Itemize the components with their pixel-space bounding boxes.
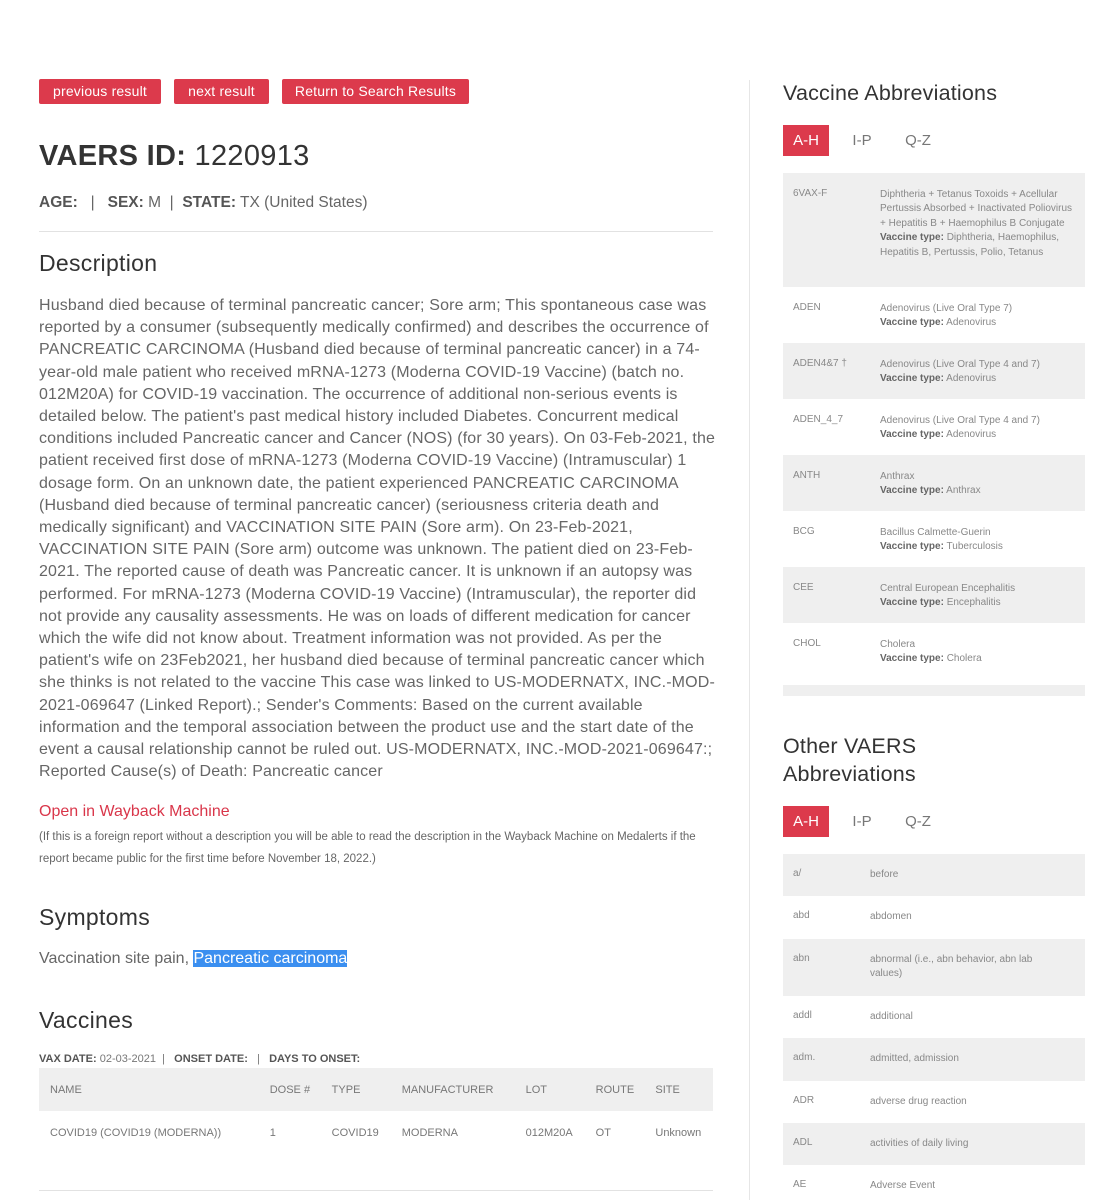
abbr-code: abn: [793, 952, 810, 964]
abbr-row: [783, 173, 1085, 287]
abbr-code: BCG: [793, 526, 815, 537]
vaccine-abbreviations-heading: Vaccine Abbreviations: [783, 81, 998, 105]
table-cell: 012M20A: [525, 1127, 573, 1139]
abbr-code: ADL: [793, 1136, 813, 1148]
abbr-meaning: admitted, admission: [870, 1053, 959, 1065]
abbr-row: [783, 287, 1085, 343]
vaers-id: 1220913: [194, 140, 310, 172]
column-header: MANUFACTURER: [391, 1068, 515, 1111]
description-text: Husband died because of terminal pancreatic cancer; Sore arm; This spontaneous case was reported by a consumer (subsequently medically confirmed) and describes the occurrence of PANCREATIC CARCINOMA (Husband died because of terminal pancreatic cancer) in a 74-year-old male patient who received mRNA-1273 (Moderna COVID-19 Vaccine) (batch no. 012M20A) for COVID-19 vaccination. The occurrence of additional non-serious events is detailed below. The patient's past medical history included Diabetes. Concurrent medical conditions included Pancreatic cancer and Cancer (NOS) (for 30 years). On 03-Feb-2021, the patient received first dose of mRNA-1273 (Moderna COVID-19 Vaccine) (Intramuscular) 1 dosage form. On an unknown date, the patient experienced PANCREATIC CARCINOMA (Husband died because of terminal pancreatic cancer) (seriousness criteria death and medically significant) and VACCINATION SITE PAIN (Sore arm). On 23-Feb-2021, VACCINATION SITE PAIN (Sore arm) outcome was unknown. The patient died on 23-Feb-2021. The reported cause of death was Pancreatic cancer. It is unknown if an autopsy was performed. For mRNA-1273 (Moderna COVID-19 Vaccine) (Intramuscular), the reporter did not provide any causality assessments. He was on loads of different medication for cancer which the wife did not know about. Treatment information was not provided. As per the patient's wife on 23Feb2021, her husband died because of terminal pancreatic cancer which she thinks is not related to the vaccine This case was linked to US-MODERNATX, INC.-MOD-2021-069647 (Linked Report).; Sender's Comments: Based on the current available information and the temporal association between the product use and the start date of the event a causal relationship cannot be ruled out. US-MODERNATX, INC.-MOD-2021-069647:; Reported Cause(s) of Death: Pancreatic cancer: [39, 297, 716, 781]
abbr-row: [783, 511, 1085, 567]
abbr-row: [783, 343, 1085, 399]
tab-q-z[interactable]: Q-Z: [905, 132, 931, 149]
vaccine-type: [880, 428, 1040, 442]
column-divider: [749, 80, 750, 1200]
divider: [39, 1190, 713, 1191]
abbr-row: [783, 399, 1085, 455]
abbr-description: [880, 358, 1040, 399]
id-label: VAERS ID:: [39, 140, 187, 172]
abbr-code: 6VAX-F: [793, 188, 828, 199]
vaccine-type-label: Vaccine type:: [880, 653, 944, 665]
vaccine-type-label: Vaccine type:: [880, 373, 944, 385]
abbr-row: [783, 1165, 1085, 1200]
abbr-meaning: additional: [870, 1010, 913, 1022]
other-abbr-list: [783, 854, 1085, 1200]
sex-label: SEX:: [107, 194, 144, 211]
vaccine-type-label: Vaccine type:: [880, 541, 944, 553]
vaccine-type: [880, 316, 1012, 330]
column-header: ROUTE: [585, 1068, 645, 1111]
state-label: STATE:: [182, 194, 236, 211]
vaccine-type-value: Adenovirus: [946, 373, 997, 385]
tab-i-p[interactable]: I-P: [852, 813, 872, 830]
symptoms-heading: Symptoms: [39, 904, 151, 930]
vaccine-type-value: Diphtheria, Haemophilus, Hepatitis B, Pertussis, Polio, Tetanus: [880, 232, 1059, 258]
table-header: [39, 1068, 713, 1111]
description-heading: Description: [39, 250, 158, 276]
column-header: NAME: [39, 1068, 259, 1111]
vaccine-type-value: Adenovirus: [946, 317, 997, 329]
tab-q-z[interactable]: Q-Z: [905, 813, 931, 830]
vaccine-type-label: Vaccine type:: [880, 429, 944, 441]
vaccine-type-label: Vaccine type:: [880, 485, 944, 497]
vaccine-type-value: Anthrax: [946, 485, 981, 497]
tab-a-h[interactable]: A-H: [783, 806, 829, 837]
vaccine-type: [880, 540, 1003, 554]
symptom-highlighted: Pancreatic carcinoma: [193, 950, 348, 967]
abbr-meaning: adverse drug reaction: [870, 1095, 967, 1107]
abbr-row: [783, 567, 1085, 623]
abbr-code: a/: [793, 868, 802, 879]
vaccine-abbr-list[interactable]: [783, 173, 1085, 696]
vaccine-type: [880, 652, 982, 666]
days-label: DAYS TO ONSET:: [269, 1053, 361, 1065]
abbr-row: [783, 1038, 1085, 1080]
table-cell: Unknown: [655, 1127, 702, 1139]
vaccine-type: [880, 372, 1040, 386]
tab-a-h[interactable]: A-H: [783, 125, 829, 156]
state-value: TX (United States): [240, 194, 368, 211]
abbr-description: [880, 526, 1003, 567]
vaccines-table: [39, 1068, 713, 1155]
abbr-row: [783, 623, 1085, 680]
return-to-search-button[interactable]: Return to Search Results: [282, 79, 469, 104]
abbr-code: adm.: [793, 1052, 816, 1064]
abbr-description: [880, 638, 982, 680]
abbr-row: [783, 854, 1085, 896]
vaccine-type-label: Vaccine type:: [880, 317, 944, 329]
abbr-row: [783, 939, 1085, 996]
abbr-description: [880, 302, 1012, 343]
vaccine-type-value: Tuberculosis: [946, 541, 1003, 553]
vaccine-type-label: Vaccine type:: [880, 597, 944, 609]
table-row: [39, 1111, 713, 1155]
wayback-link[interactable]: Open in Wayback Machine: [39, 803, 230, 820]
abbr-code: ADR: [793, 1094, 815, 1106]
report-meta: AGE: | SEX: M | STATE: TX (United States): [39, 194, 368, 211]
table-cell: MODERNA: [401, 1127, 458, 1139]
abbr-row: [783, 896, 1085, 938]
vaccine-abbr-tabs: [783, 125, 951, 156]
vaccine-name: Adenovirus (Live Oral Type 7): [880, 303, 1013, 314]
vax-date: 02-03-2021: [99, 1053, 156, 1065]
abbr-row: [783, 1081, 1085, 1123]
abbr-row: [783, 455, 1085, 511]
vaccine-name: Adenovirus (Live Oral Type 4 and 7): [880, 415, 1040, 426]
abbr-code: ANTH: [793, 470, 821, 481]
vaccine-type-value: Cholera: [946, 653, 982, 665]
vax-date-label: VAX DATE:: [39, 1053, 97, 1065]
sex-value: M: [148, 194, 162, 211]
vaccine-type: [880, 484, 981, 498]
vaccine-name: Central European Encephalitis: [880, 583, 1016, 594]
abbr-description: [880, 414, 1040, 455]
abbr-meaning: Adverse Event: [870, 1180, 936, 1192]
abbr-code: abd: [793, 910, 810, 922]
abbr-code: CEE: [793, 582, 814, 593]
abbr-description: [880, 470, 981, 511]
abbr-code: CHOL: [793, 638, 821, 649]
abbr-description: [880, 582, 1015, 623]
vaccine-name: Anthrax: [880, 471, 915, 482]
vaccine-name: Bacillus Calmette-Guerin: [880, 527, 991, 538]
other-abbreviations-heading: Other VAERS Abbreviations: [783, 734, 917, 786]
abbr-meaning: before: [870, 869, 899, 880]
vaccine-dates: VAX DATE: 02-03-2021 | ONSET DATE: | DAYS TO ONSET:: [39, 1053, 361, 1065]
abbr-meaning: activities of daily living: [870, 1137, 969, 1149]
vaccine-type: [880, 231, 1075, 260]
next-result-button[interactable]: next result: [174, 79, 269, 104]
wayback-note: (If this is a foreign report without a description you will be able to read the description in the Wayback Machine on Medalerts if the report became public for the first time before November 18, 2022.): [39, 831, 696, 865]
abbr-row: [783, 1123, 1085, 1165]
abbr-meaning: abdomen: [870, 911, 912, 923]
vaccine-type-label: Vaccine type:: [880, 232, 944, 244]
tab-i-p[interactable]: I-P: [852, 132, 872, 149]
table-cell: COVID19 (COVID19 (MODERNA)): [50, 1127, 222, 1139]
abbr-code: ADEN: [793, 302, 821, 313]
symptom: Vaccination site pain,: [39, 950, 194, 967]
symptoms-list: [39, 950, 347, 968]
divider: [39, 231, 713, 232]
vaccines-heading: Vaccines: [39, 1007, 134, 1033]
abbr-code: ADEN4&7 †: [793, 358, 847, 369]
abbr-code: AE: [793, 1179, 807, 1191]
onset-label: ONSET DATE:: [174, 1053, 248, 1065]
vaccine-name: Adenovirus (Live Oral Type 4 and 7): [880, 359, 1040, 370]
page-title: [39, 140, 310, 173]
abbr-code: ADEN_4_7: [793, 414, 844, 425]
other-abbr-tabs: [783, 806, 951, 837]
column-header: DOSE #: [259, 1068, 321, 1111]
vaccine-type: [880, 596, 1015, 610]
vaccine-name: Cholera: [880, 639, 916, 650]
age-label: AGE:: [39, 194, 78, 211]
vaccine-type-value: Encephalitis: [946, 597, 1001, 609]
vaccine-type-value: Adenovirus: [946, 429, 997, 441]
abbr-row: [783, 996, 1085, 1038]
abbr-meaning: abnormal (i.e., abn behavior, abn lab values): [870, 953, 1033, 980]
table-cell: OT: [595, 1127, 611, 1139]
column-header: TYPE: [321, 1068, 391, 1111]
column-header: SITE: [644, 1068, 713, 1111]
column-header: LOT: [515, 1068, 585, 1111]
table-cell: COVID19: [331, 1127, 379, 1139]
vaccine-name: Diphtheria + Tetanus Toxoids + Acellular Pertussis Absorbed + Inactivated Poliovirus + Hepatitis B + Haemophilus B Conjugate: [880, 189, 1073, 229]
previous-result-button[interactable]: previous result: [39, 79, 161, 104]
abbr-code: addl: [793, 1009, 812, 1021]
abbr-description: [880, 188, 1075, 287]
table-cell: 1: [269, 1127, 276, 1139]
